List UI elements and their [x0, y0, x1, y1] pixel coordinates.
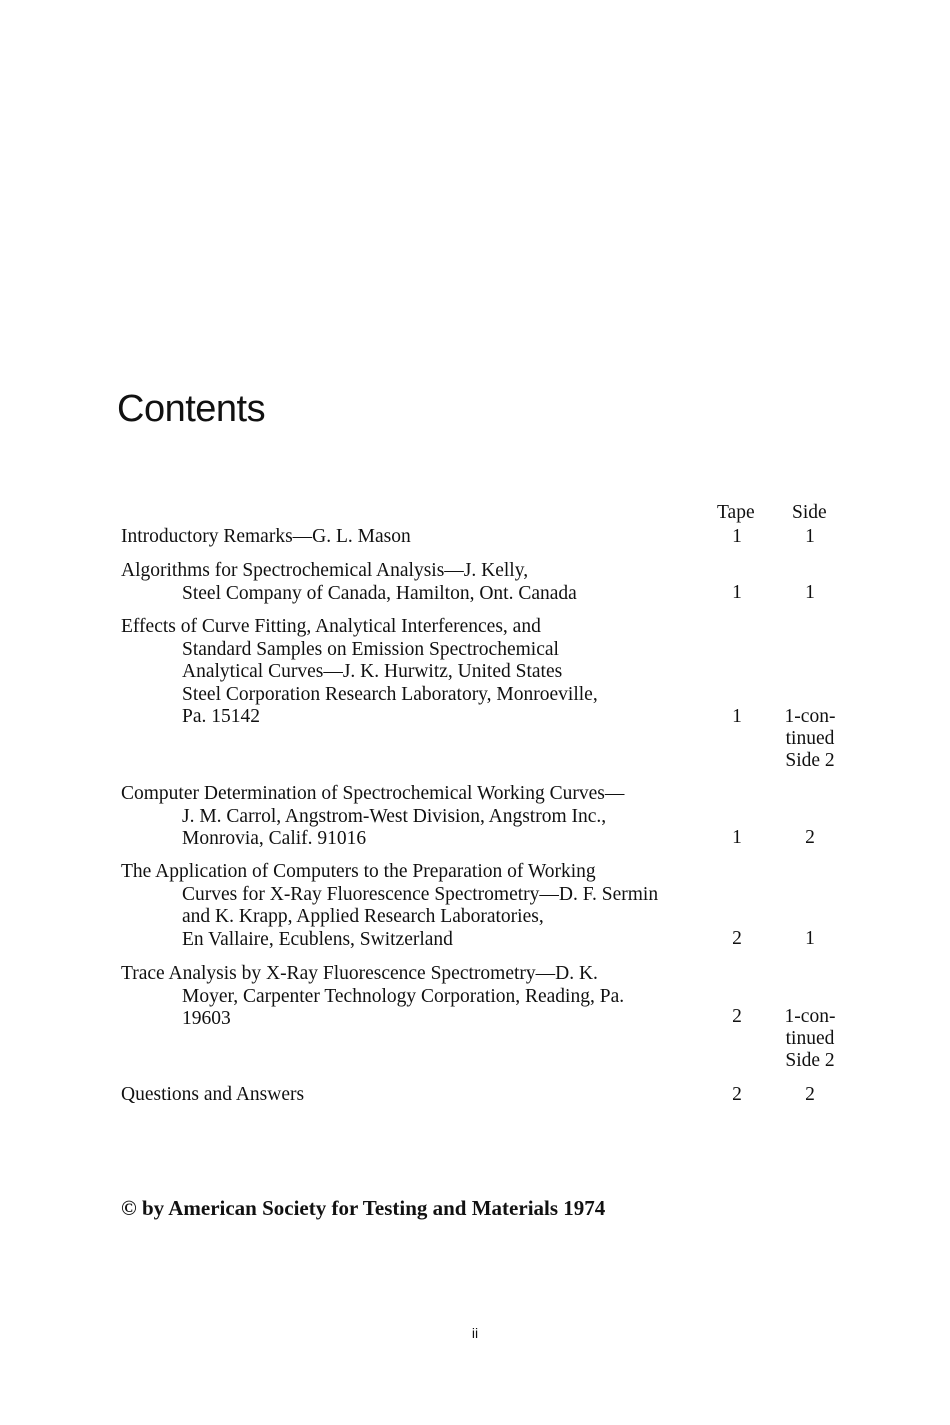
side-line: 2 — [805, 1084, 815, 1105]
side-number — [770, 827, 850, 849]
toc-entry — [121, 1084, 721, 1107]
entry-line: Moyer, Carpenter Technology Corporation, Reading, Pa. — [182, 985, 625, 1007]
side-line: 1-con- — [784, 1006, 836, 1027]
entry-line: En Vallaire, Ecublens, Switzerland — [182, 928, 453, 950]
tape-number: 1 — [732, 526, 742, 547]
toc-entry — [121, 560, 721, 605]
toc-entry — [121, 526, 721, 549]
page-number: ii — [471, 1325, 479, 1341]
copyright-notice: © by American Society for Testing and Materials 1974 — [121, 1196, 606, 1220]
entry-line: Steel Company of Canada, Hamilton, Ont. Canada — [182, 582, 577, 604]
entry-line: Introductory Remarks—G. L. Mason — [121, 526, 411, 547]
page-title: Contents — [117, 388, 266, 430]
side-line: 1 — [805, 582, 815, 603]
entry-line: Steel Corporation Research Laboratory, Monroeville, — [182, 683, 598, 705]
side-column-header: Side — [792, 502, 827, 523]
side-number — [770, 928, 850, 950]
entry-line: The Application of Computers to the Preparation of Working — [121, 861, 596, 882]
side-number — [770, 1006, 850, 1072]
toc-entry — [121, 861, 721, 951]
entry-line: Computer Determination of Spectrochemical Working Curves— — [121, 783, 625, 804]
side-line: 1 — [805, 526, 815, 547]
side-line: tinued — [785, 1028, 835, 1049]
entry-line: Curves for X-Ray Fluorescence Spectrometry—D. F. Sermin — [182, 883, 659, 905]
side-line: 1 — [805, 928, 815, 949]
entry-line: J. M. Carrol, Angstrom-West Division, Angstrom Inc., — [182, 805, 607, 827]
toc-entry — [121, 783, 721, 851]
entry-line: Algorithms for Spectrochemical Analysis—J. Kelly, — [121, 560, 529, 581]
side-number — [770, 706, 850, 772]
toc-entry — [121, 616, 721, 729]
tape-number: 2 — [732, 1084, 742, 1105]
side-line: 1-con- — [784, 706, 836, 727]
side-number — [770, 582, 850, 604]
tape-column-header: Tape — [717, 502, 755, 523]
tape-number: 1 — [732, 582, 742, 603]
entry-line: Analytical Curves—J. K. Hurwitz, United States — [182, 661, 563, 682]
side-line: 2 — [805, 827, 815, 848]
side-number — [770, 1084, 850, 1106]
side-line: Side 2 — [785, 1050, 835, 1071]
entry-line: Monrovia, Calif. 91016 — [182, 828, 367, 849]
entry-line: Standard Samples on Emission Spectrochemical — [182, 638, 559, 660]
entry-line: 19603 — [182, 1008, 231, 1029]
tape-number: 2 — [732, 1006, 742, 1027]
tape-number: 2 — [732, 928, 742, 949]
toc-entry — [121, 963, 721, 1031]
entry-line: Trace Analysis by X-Ray Fluorescence Spectrometry—D. K. — [121, 963, 598, 984]
side-number — [770, 526, 850, 548]
side-line: Side 2 — [785, 750, 835, 771]
tape-number: 1 — [732, 706, 742, 727]
entry-line: Questions and Answers — [121, 1084, 305, 1105]
tape-number: 1 — [732, 827, 742, 848]
entry-line: and K. Krapp, Applied Research Laboratories, — [182, 906, 544, 927]
entry-line: Pa. 15142 — [182, 706, 260, 727]
entry-line: Effects of Curve Fitting, Analytical Interferences, and — [121, 616, 541, 637]
side-line: tinued — [785, 728, 835, 749]
